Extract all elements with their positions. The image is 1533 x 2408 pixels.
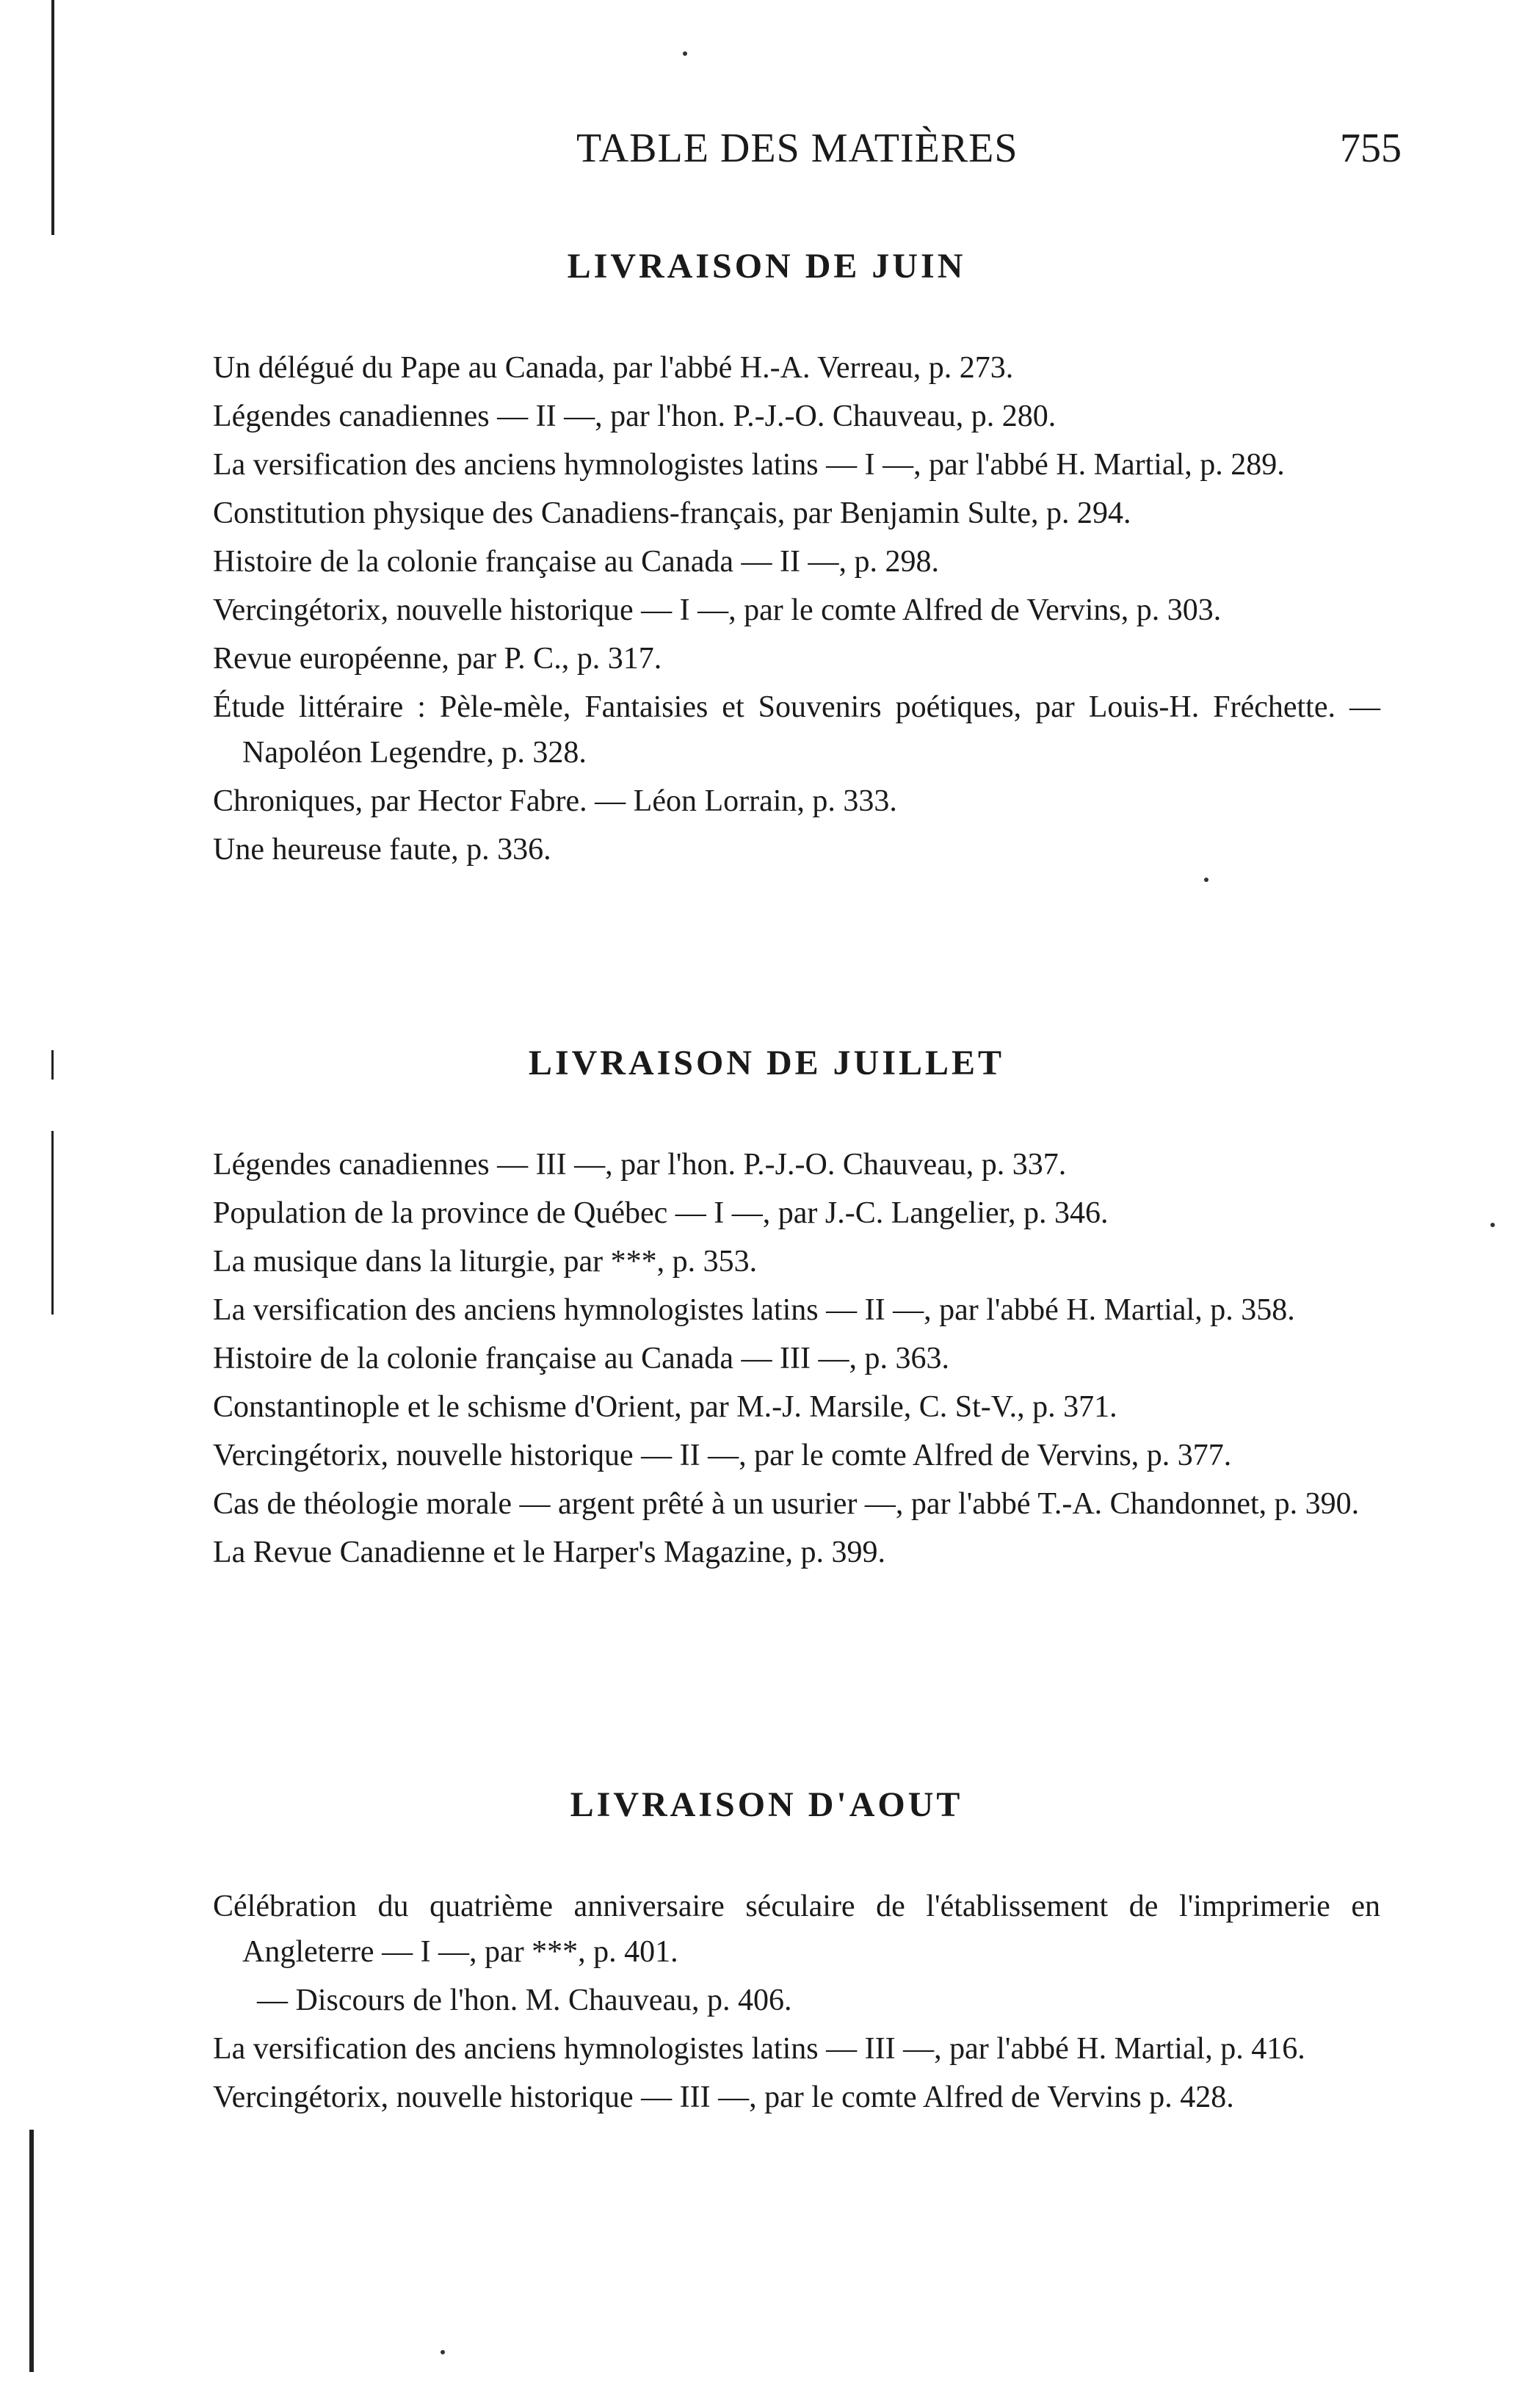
scan-binding-edge xyxy=(29,2130,34,2372)
toc-entry: Constitution physique des Canadiens-français, par Benjamin Sulte, p. 294. xyxy=(213,496,1131,530)
running-header xyxy=(198,125,1533,184)
entries-list-juin xyxy=(213,345,1380,875)
scan-speck xyxy=(1490,1223,1495,1227)
page-number: 755 xyxy=(1340,126,1402,171)
section-heading-juillet: LIVRAISON DE JUILLET xyxy=(528,1044,1005,1082)
entries-list-aout xyxy=(213,1884,1380,2123)
toc-entry: Cas de théologie morale — argent prêté à un usurier —, par l'abbé T.-A. Chandonnet, p. 390. xyxy=(213,1487,1360,1521)
toc-entry: La musique dans la liturgie, par ***, p. 353. xyxy=(213,1245,758,1279)
toc-entry: La versification des anciens hymnologistes latins — II —, par l'abbé H. Martial, p. 358. xyxy=(213,1293,1295,1327)
toc-entry: Étude littéraire : Pèle-mèle, Fantaisies et Souvenirs poétiques, par Louis-H. Fréchette. — Napoléon Legendre, p. 328. xyxy=(213,690,1380,770)
toc-entry: La versification des anciens hymnologistes latins — III —, par l'abbé H. Martial, p. 416. xyxy=(213,2032,1305,2066)
toc-entry: Population de la province de Québec — I —, par J.-C. Langelier, p. 346. xyxy=(213,1196,1109,1230)
toc-entry: La Revue Canadienne et le Harper's Magazine, p. 399. xyxy=(213,1536,886,1569)
scan-margin-line xyxy=(51,0,54,235)
page-title: TABLE DES MATIÈRES xyxy=(576,126,1018,171)
toc-entry: Constantinople et le schisme d'Orient, par M.-J. Marsile, C. St-V., p. 371. xyxy=(213,1390,1117,1424)
toc-entry: Histoire de la colonie française au Canada — III —, p. 363. xyxy=(213,1342,949,1375)
toc-sub-entry: — Discours de l'hon. M. Chauveau, p. 406. xyxy=(257,1984,792,2017)
toc-entry: Revue européenne, par P. C., p. 317. xyxy=(213,642,662,676)
toc-entry: Légendes canadiennes — III —, par l'hon. P.-J.-O. Chauveau, p. 337. xyxy=(213,1148,1067,1182)
scan-margin-mark xyxy=(51,1131,54,1315)
toc-entry: Histoire de la colonie française au Canada — II —, p. 298. xyxy=(213,545,939,579)
toc-entry: Légendes canadiennes — II —, par l'hon. P.-J.-O. Chauveau, p. 280. xyxy=(213,399,1057,433)
toc-entry: Une heureuse faute, p. 336. xyxy=(213,833,551,867)
toc-entry: La versification des anciens hymnologistes latins — I —, par l'abbé H. Martial, p. 289. xyxy=(213,448,1285,482)
scan-speck xyxy=(441,2350,445,2354)
toc-entry: Vercingétorix, nouvelle historique — III —, par le comte Alfred de Vervins p. 428. xyxy=(213,2080,1234,2114)
toc-entry: Chroniques, par Hector Fabre. — Léon Lorrain, p. 333. xyxy=(213,784,897,818)
scan-speck xyxy=(1204,878,1208,882)
toc-entry: Vercingétorix, nouvelle historique — II —, par le comte Alfred de Vervins, p. 377. xyxy=(213,1439,1232,1472)
section-heading-aout: LIVRAISON D'AOUT xyxy=(570,1785,963,1824)
scan-speck xyxy=(683,51,687,56)
toc-entry: Célébration du quatrième anniversaire séculaire de l'établissement de l'imprimerie en Angleterre — I —, par ***, p. 401. xyxy=(213,1890,1380,1969)
entries-list-juillet xyxy=(213,1142,1380,1578)
toc-entry: Un délégué du Pape au Canada, par l'abbé H.-A. Verreau, p. 273. xyxy=(213,351,1014,385)
toc-entry: Vercingétorix, nouvelle historique — I —, par le comte Alfred de Vervins, p. 303. xyxy=(213,593,1222,627)
section-heading-juin: LIVRAISON DE JUIN xyxy=(567,247,966,286)
